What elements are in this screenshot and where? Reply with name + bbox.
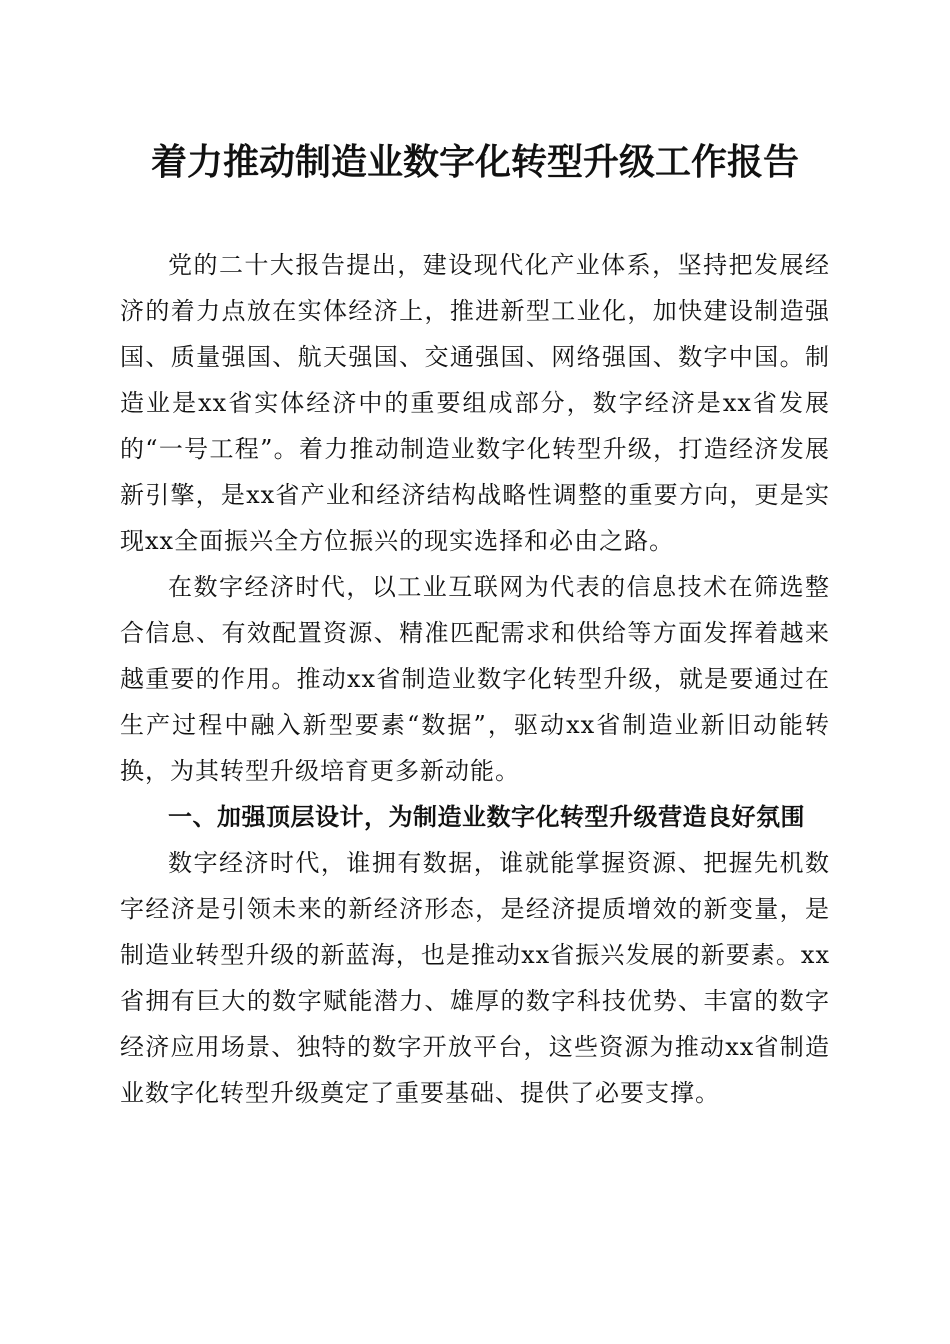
document-title: 着力推动制造业数字化转型升级工作报告 xyxy=(150,141,799,183)
body-paragraph: 在数字经济时代，以工业互联网为代表的信息技术在筛选整合信息、有效配置资源、精准匹配需求和供给等方面发挥着越来越重要的作用。推动xx省制造业数字化转型升级，就是要通过在生产过程中融入新型要素“数据”，驱动xx省制造业新旧动能转换，为其转型升级培育更多新动能。 xyxy=(120,573,830,785)
document-page xyxy=(120,132,830,1116)
body-paragraph: 党的二十大报告提出，建设现代化产业体系，坚持把发展经济的着力点放在实体经济上，推进新型工业化，加快建设制造强国、质量强国、航天强国、交通强国、网络强国、数字中国。制造业是xx省实体经济中的重要组成部分，数字经济是xx省发展的“一号工程”。着力推动制造业数字化转型升级，打造经济发展新引擎，是xx省产业和经济结构战略性调整的重要方向，更是实现xx全面振兴全方位振兴的现实选择和必由之路。 xyxy=(120,251,830,555)
body-paragraph: 数字经济时代，谁拥有数据，谁就能掌握资源、把握先机数字经济是引领未来的新经济形态，是经济提质增效的新变量，是制造业转型升级的新蓝海，也是推动xx省振兴发展的新要素。xx省拥有巨大的数字赋能潜力、雄厚的数字科技优势、丰富的数字经济应用场景、独特的数字开放平台，这些资源为推动xx省制造业数字化转型升级奠定了重要基础、提供了必要支撑。 xyxy=(120,849,830,1107)
section-heading: 一、加强顶层设计，为制造业数字化转型升级营造良好氛围 xyxy=(168,803,805,831)
